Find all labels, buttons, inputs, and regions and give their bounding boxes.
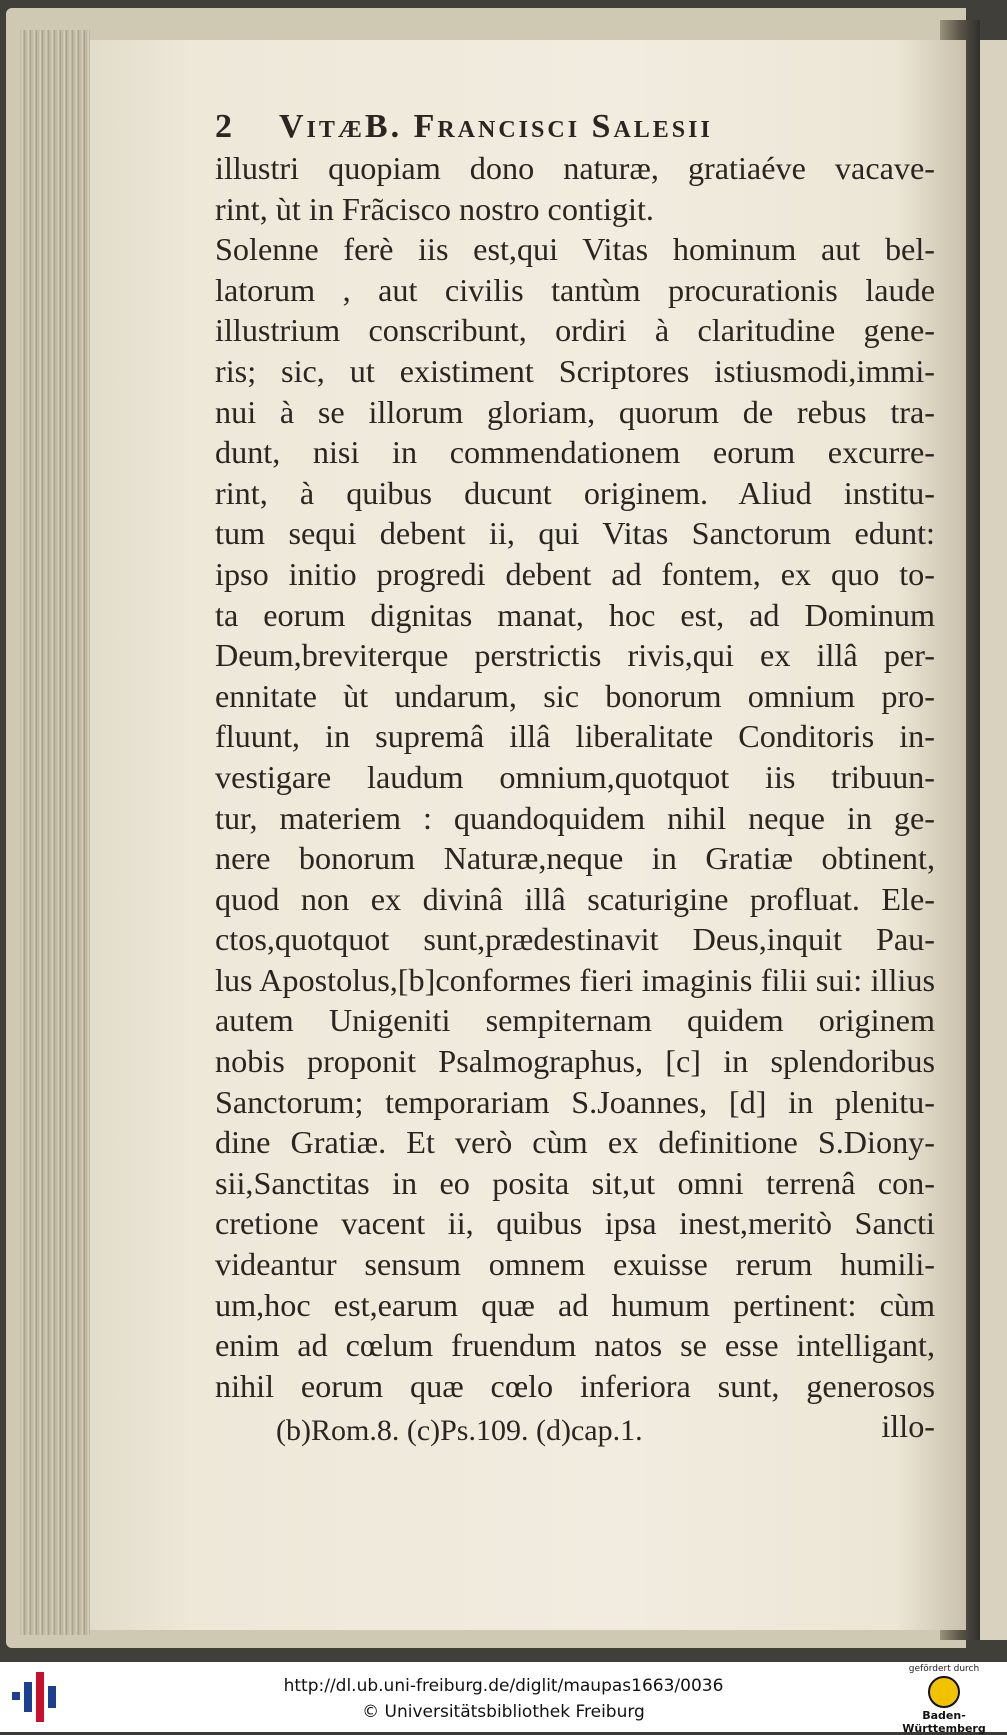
sponsor-name: Baden-Württemberg xyxy=(902,1709,986,1735)
text-line: ennitate ùt undarum, sic bonorum omnium pro- xyxy=(215,677,935,714)
text-line: tur, materiem : quandoquidem nihil neque in ge- xyxy=(215,799,935,836)
state-crest-icon xyxy=(928,1676,960,1708)
sponsor-badge[interactable] xyxy=(889,1664,999,1735)
copyright-notice: © Universitätsbibliothek Freiburg xyxy=(362,1702,645,1722)
text-line: videantur sensum omnem exuisse rerum humili- xyxy=(215,1246,935,1283)
text-line: fluunt, in supremâ illâ liberalitate Conditoris in- xyxy=(215,718,935,755)
catchword: illo- xyxy=(881,1408,935,1445)
text-line: vestigare laudum omnium,quotquot iis tribuun- xyxy=(215,758,935,795)
page-text xyxy=(215,108,935,1447)
text-line: Sanctorum; temporariam S.Joannes, [d] in plenitu- xyxy=(215,1083,935,1120)
text-line: illustri quopiam dono naturæ, gratiaéve vacave- xyxy=(215,150,935,186)
text-line: lus Apostolus,[b]conformes fieri imaginis filii sui: illius xyxy=(215,961,935,998)
page-edges xyxy=(20,30,90,1635)
running-head xyxy=(215,108,935,146)
text-line: dunt, nisi in commendationem eorum excurre- xyxy=(215,434,935,471)
viewer-footer xyxy=(0,1662,1007,1735)
text-line: illustrium conscribunt, ordiri à claritudine gene- xyxy=(215,312,935,349)
text-line: nere bonorum Naturæ,neque in Gratiæ obtinent, xyxy=(215,840,935,877)
text-line: ta eorum dignitas manat, hoc est, ad Dominum xyxy=(215,596,935,633)
text-line: ctos,quotquot sunt,prædestinavit Deus,inquit Pau- xyxy=(215,921,935,958)
text-line: um,hoc est,earum quæ ad humum pertinent: cùm xyxy=(215,1286,935,1323)
body-lines xyxy=(215,148,935,1406)
text-line: nihil eorum quæ cœlo inferiora sunt, generosos xyxy=(215,1367,935,1404)
page-url[interactable]: http://dl.ub.uni-freiburg.de/diglit/maupas1663/0036 xyxy=(283,1676,724,1696)
text-line: Deum,breviterque perstrictis rivis,qui ex illâ per- xyxy=(215,637,935,674)
text-line: latorum , aut civilis tantùm procurationis laude xyxy=(215,271,935,308)
text-line: tum sequi debent ii, qui Vitas Sanctorum edunt: xyxy=(215,515,935,552)
running-head-title: VitæB. Francisci Salesii xyxy=(279,108,713,145)
text-line: rint, ùt in Frãcisco nostro contigit. xyxy=(215,190,654,227)
text-line: ris; sic, ut existiment Scriptores istiusmodi,immi- xyxy=(215,352,935,389)
text-line: autem Unigeniti sempiternam quidem originem xyxy=(215,1002,935,1039)
text-line: rint, à quibus ducunt originem. Aliud institu- xyxy=(215,474,935,511)
text-line: cretione vacent ii, quibus ipsa inest,meritò Sancti xyxy=(215,1205,935,1242)
page-number: 2 xyxy=(215,108,235,145)
text-line: dine Gratiæ. Et verò cùm ex definitione S.Diony- xyxy=(215,1124,935,1161)
text-line: Solenne ferè iis est,qui Vitas hominum aut bel- xyxy=(215,231,935,268)
text-line: enim ad cœlum fruendum natos se esse intelligant, xyxy=(215,1327,935,1364)
text-line: ipso initio progredi debent ad fontem, ex quo to- xyxy=(215,555,935,592)
text-line: sii,Sanctitas in eo posita sit,ut omni terrenâ con- xyxy=(215,1164,935,1201)
text-line: nobis proponit Psalmographus, [c] in splendoribus xyxy=(215,1043,935,1080)
text-line: quod non ex divinâ illâ scaturigine profluat. Ele- xyxy=(215,880,935,917)
sponsor-caption: gefördert durch xyxy=(908,1664,980,1674)
text-line: nui à se illorum gloriam, quorum de rebus tra- xyxy=(215,393,935,430)
footnote: (b)Rom.8. (c)Ps.109. (d)cap.1. xyxy=(276,1414,643,1447)
